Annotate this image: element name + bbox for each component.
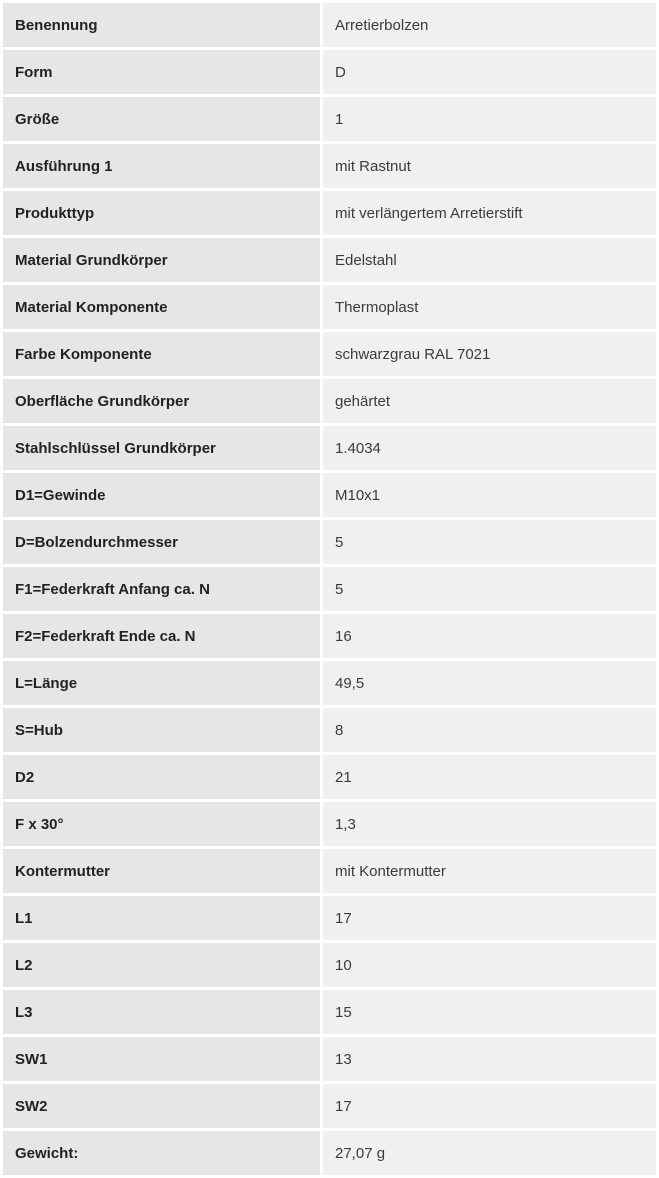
- spec-label: SW1: [3, 1037, 323, 1081]
- spec-value: 1,3: [323, 802, 656, 846]
- table-row: [3, 614, 656, 658]
- spec-value: 1: [323, 97, 656, 141]
- spec-value: Edelstahl: [323, 238, 656, 282]
- spec-value: mit verlängertem Arretierstift: [323, 191, 656, 235]
- spec-label: D2: [3, 755, 323, 799]
- spec-label: Oberfläche Grundkörper: [3, 379, 323, 423]
- spec-value: Arretierbolzen: [323, 3, 656, 47]
- table-row: [3, 191, 656, 235]
- spec-value: 17: [323, 1084, 656, 1128]
- table-row: [3, 50, 656, 94]
- table-row: [3, 238, 656, 282]
- spec-label: Form: [3, 50, 323, 94]
- spec-label: F x 30°: [3, 802, 323, 846]
- spec-value: 8: [323, 708, 656, 752]
- spec-label: Material Grundkörper: [3, 238, 323, 282]
- table-row: [3, 97, 656, 141]
- table-row: [3, 144, 656, 188]
- spec-label: L1: [3, 896, 323, 940]
- spec-value: 16: [323, 614, 656, 658]
- table-row: [3, 1037, 656, 1081]
- spec-value: M10x1: [323, 473, 656, 517]
- spec-value: 17: [323, 896, 656, 940]
- spec-label: Kontermutter: [3, 849, 323, 893]
- spec-value: 1.4034: [323, 426, 656, 470]
- table-row: [3, 473, 656, 517]
- spec-label: Material Komponente: [3, 285, 323, 329]
- spec-value: schwarzgrau RAL 7021: [323, 332, 656, 376]
- spec-value: gehärtet: [323, 379, 656, 423]
- spec-value: Thermoplast: [323, 285, 656, 329]
- table-row: [3, 567, 656, 611]
- spec-value: 27,07 g: [323, 1131, 656, 1175]
- spec-value: 5: [323, 520, 656, 564]
- table-row: [3, 379, 656, 423]
- table-row: [3, 661, 656, 705]
- spec-label: Stahlschlüssel Grundkörper: [3, 426, 323, 470]
- table-row: [3, 943, 656, 987]
- table-row: [3, 849, 656, 893]
- spec-table-body: [3, 3, 656, 1175]
- spec-label: Ausführung 1: [3, 144, 323, 188]
- spec-label: Größe: [3, 97, 323, 141]
- table-row: [3, 285, 656, 329]
- spec-label: SW2: [3, 1084, 323, 1128]
- spec-value: 49,5: [323, 661, 656, 705]
- spec-label: F1=Federkraft Anfang ca. N: [3, 567, 323, 611]
- table-row: [3, 1131, 656, 1175]
- table-row: [3, 990, 656, 1034]
- spec-label: D=Bolzendurchmesser: [3, 520, 323, 564]
- table-row: [3, 520, 656, 564]
- spec-label: D1=Gewinde: [3, 473, 323, 517]
- table-row: [3, 3, 656, 47]
- table-row: [3, 802, 656, 846]
- spec-label: L3: [3, 990, 323, 1034]
- table-row: [3, 1084, 656, 1128]
- spec-value: 15: [323, 990, 656, 1034]
- spec-value: mit Rastnut: [323, 144, 656, 188]
- spec-label: Farbe Komponente: [3, 332, 323, 376]
- table-row: [3, 755, 656, 799]
- spec-value: 13: [323, 1037, 656, 1081]
- table-row: [3, 332, 656, 376]
- spec-value: D: [323, 50, 656, 94]
- spec-label: L=Länge: [3, 661, 323, 705]
- product-spec-table: [3, 0, 656, 1178]
- spec-label: L2: [3, 943, 323, 987]
- spec-value: 5: [323, 567, 656, 611]
- spec-label: Gewicht:: [3, 1131, 323, 1175]
- spec-label: Produkttyp: [3, 191, 323, 235]
- table-row: [3, 896, 656, 940]
- spec-value: 21: [323, 755, 656, 799]
- spec-label: Benennung: [3, 3, 323, 47]
- spec-value: 10: [323, 943, 656, 987]
- spec-label: S=Hub: [3, 708, 323, 752]
- table-row: [3, 708, 656, 752]
- table-row: [3, 426, 656, 470]
- spec-value: mit Kontermutter: [323, 849, 656, 893]
- spec-label: F2=Federkraft Ende ca. N: [3, 614, 323, 658]
